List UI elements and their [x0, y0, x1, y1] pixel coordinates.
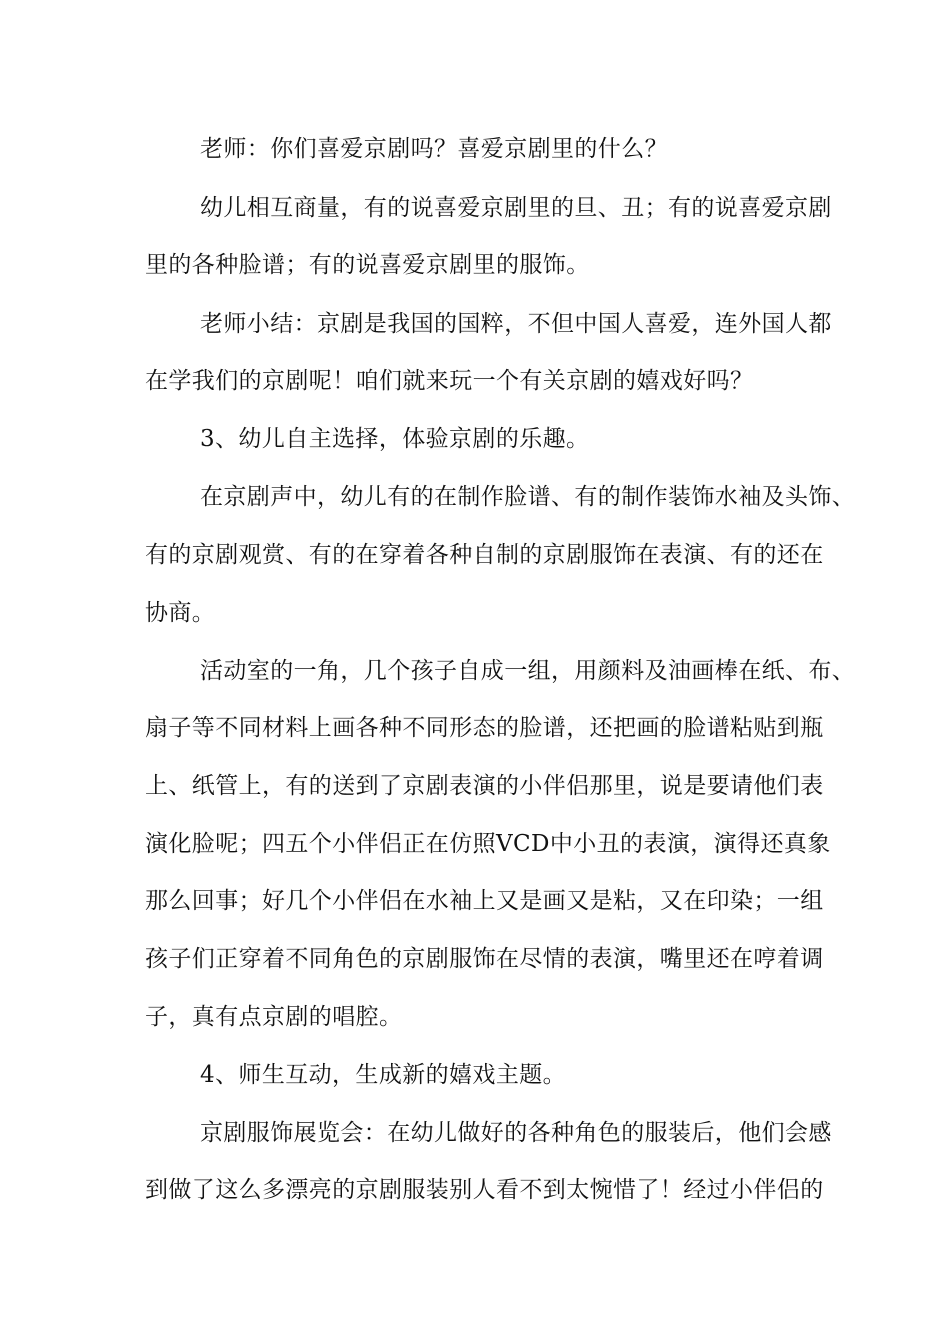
paragraph-opera-activities-line-2: 有的京剧观赏、有的在穿着各种自制的京剧服饰在表演、有的还在	[145, 542, 824, 568]
paragraph-teacher-summary-line-2: 在学我们的京剧呢！咱们就来玩一个有关京剧的嬉戏好吗？	[145, 368, 754, 394]
section-heading-3: 3、幼儿自主选择，体验京剧的乐趣。	[200, 426, 590, 452]
dialogue-teacher-question: 老师：你们喜爱京剧吗？喜爱京剧里的什么？	[200, 136, 668, 162]
paragraph-opera-activities-line-1: 在京剧声中，幼儿有的在制作脸谱、有的制作装饰水袖及头饰、	[200, 484, 856, 510]
section-heading-4: 4、师生互动，生成新的嬉戏主题。	[200, 1062, 567, 1088]
paragraph-activity-corner-line-6: 孩子们正穿着不同角色的京剧服饰在尽情的表演，嘴里还在哼着调	[145, 946, 824, 972]
paragraph-children-discuss-line-2: 里的各种脸谱；有的说喜爱京剧里的服饰。	[145, 252, 590, 278]
paragraph-activity-corner-line-7: 子，真有点京剧的唱腔。	[145, 1004, 403, 1030]
paragraph-activity-corner-line-3: 上、纸管上，有的送到了京剧表演的小伴侣那里，说是要请他们表	[145, 773, 824, 799]
paragraph-costume-exhibition-line-2: 到做了这么多漂亮的京剧服装别人看不到太惋惜了！经过小伴侣的	[145, 1177, 824, 1203]
paragraph-activity-corner-line-2: 扇子等不同材料上画各种不同形态的脸谱，还把画的脸谱粘贴到瓶	[145, 715, 824, 741]
paragraph-teacher-summary-line-1: 老师小结：京剧是我国的国粹，不但中国人喜爱，连外国人都	[200, 311, 832, 337]
paragraph-opera-activities-line-3: 协商。	[145, 600, 216, 626]
paragraph-activity-corner-line-5: 那么回事；好几个小伴侣在水袖上又是画又是粘，又在印染；一组	[145, 888, 824, 914]
paragraph-children-discuss-line-1: 幼儿相互商量，有的说喜爱京剧里的旦、丑；有的说喜爱京剧	[200, 195, 832, 221]
paragraph-activity-corner-line-4: 演化脸呢；四五个小伴侣正在仿照VCD中小丑的表演，演得还真象	[145, 831, 831, 857]
paragraph-costume-exhibition-line-1: 京剧服饰展览会：在幼儿做好的各种角色的服装后，他们会感	[200, 1120, 832, 1146]
paragraph-activity-corner-line-1: 活动室的一角，几个孩子自成一组，用颜料及油画棒在纸、布、	[200, 658, 856, 684]
